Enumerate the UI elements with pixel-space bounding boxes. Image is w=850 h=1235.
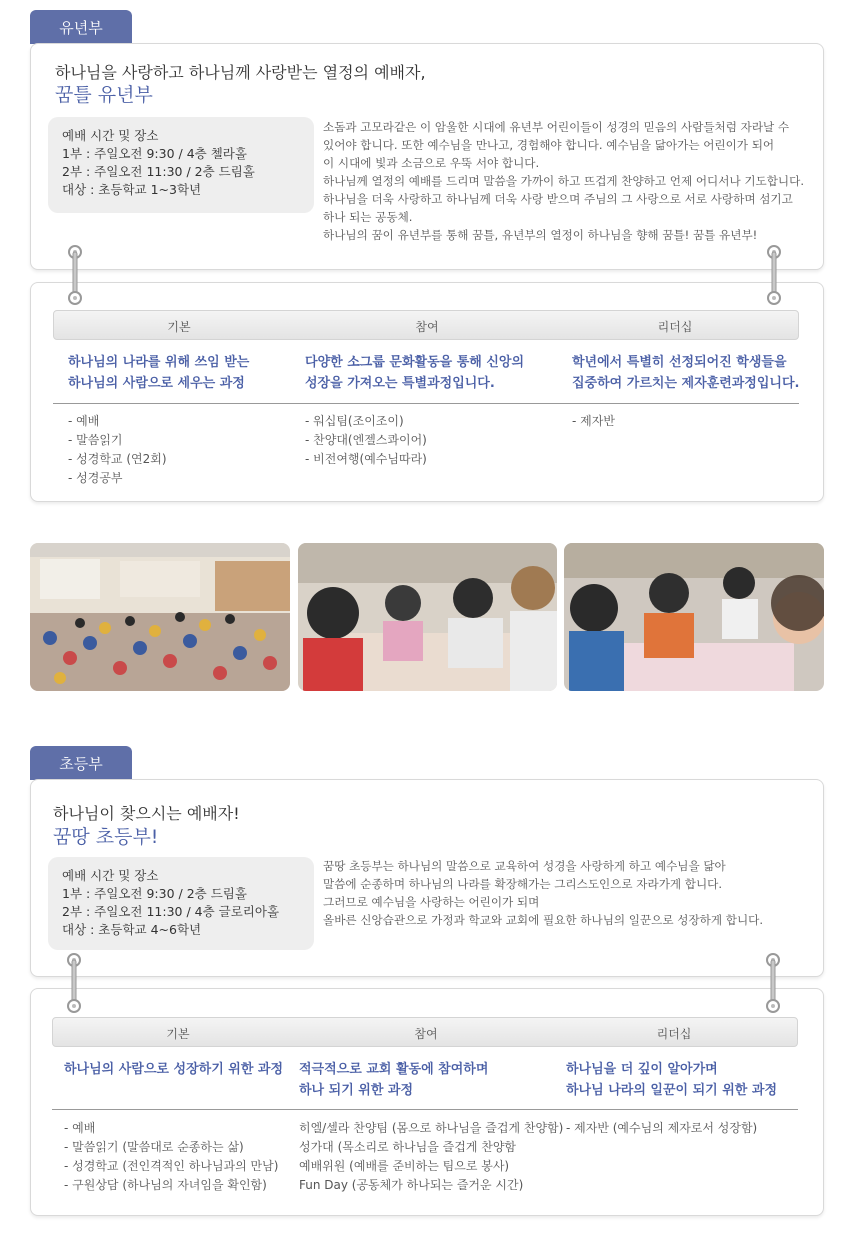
title-line: 하나 되기 위한 과정 bbox=[299, 1083, 414, 1098]
photo-kids-cooking bbox=[298, 543, 557, 691]
photo-worship-hall bbox=[30, 543, 290, 691]
column-title-basic bbox=[64, 1059, 283, 1080]
desc-line: 하나님을 더욱 사랑하고 하나님께 더욱 사랑 받으며 주님의 그 사랑으로 서로 사랑하며 섬기고 bbox=[323, 192, 793, 206]
elementary-description bbox=[323, 857, 763, 929]
list-item: - 찬양대(엔젤스콰이어) bbox=[305, 433, 427, 447]
list-item: - 구원상담 (하나님의 자녀임을 확인함) bbox=[64, 1178, 267, 1192]
youth-description bbox=[323, 118, 804, 244]
title-line: 하나님 나라의 일꾼이 되기 위한 과정 bbox=[566, 1083, 777, 1098]
title-line: 학년에서 특별히 선정되어진 학생들을 bbox=[572, 355, 787, 370]
divider bbox=[52, 1109, 798, 1110]
binder-ring-icon bbox=[67, 244, 83, 292]
info-line: 1부 : 주일오전 9:30 / 4층 첼라홀 bbox=[62, 146, 247, 161]
column-title-participation bbox=[305, 352, 524, 394]
youth-slogan: 꿈틀 유년부 bbox=[55, 84, 153, 106]
title-line: 하나님을 더 깊이 알아가며 bbox=[566, 1062, 718, 1077]
column-items-basic bbox=[64, 1119, 278, 1195]
desc-line: 소돔과 고모라같은 이 암울한 시대에 유년부 어린이들이 성경의 믿음의 사람들처럼 자라날 수 bbox=[323, 120, 790, 134]
title-line: 집중하여 가르치는 제자훈련과정입니다. bbox=[572, 376, 800, 391]
column-items-participation bbox=[299, 1119, 563, 1195]
youth-service-info bbox=[48, 117, 314, 213]
list-item: - 비전여행(예수님따라) bbox=[305, 452, 427, 466]
elementary-service-info bbox=[48, 857, 314, 950]
desc-line: 하나님의 꿈이 유년부를 통해 꿈틀, 유년부의 열정이 하나님을 향해 꿈틀! 꿈틀 유년부! bbox=[323, 228, 758, 242]
list-item: - 성경공부 bbox=[68, 471, 123, 485]
info-target: 대상 : 초등학교 1~3학년 bbox=[62, 182, 202, 197]
list-item: - 제자반 bbox=[572, 414, 615, 428]
binder-ring-icon bbox=[766, 244, 782, 292]
column-items-leadership bbox=[566, 1119, 757, 1138]
column-head-leadership: 리더십 bbox=[656, 1027, 692, 1041]
info-line: 2부 : 주일오전 11:30 / 4층 글로리아홀 bbox=[62, 904, 280, 919]
column-title-leadership bbox=[566, 1059, 777, 1101]
list-item: - 성경학교 (전인격적인 하나님과의 만남) bbox=[64, 1159, 279, 1173]
photo-kids-sandwich bbox=[564, 543, 824, 691]
column-head-participation: 참여 bbox=[414, 1027, 438, 1041]
column-title-participation bbox=[299, 1059, 488, 1101]
list-item: 히엘/셀라 찬양팀 (몸으로 하나님을 즐겁게 찬양함) bbox=[299, 1121, 564, 1135]
column-items-basic bbox=[68, 412, 167, 488]
column-head-leadership: 리더십 bbox=[657, 320, 693, 334]
elementary-column-header-bar bbox=[52, 1017, 798, 1047]
elementary-slogan: 꿈땅 초등부! bbox=[53, 826, 159, 848]
desc-line: 그러므로 예수님을 사랑하는 어린이가 되며 bbox=[323, 895, 540, 909]
list-item: - 예배 bbox=[64, 1121, 96, 1135]
list-item: 예배위원 (예배를 준비하는 팀으로 봉사) bbox=[299, 1159, 510, 1173]
title-line: 성장을 가져오는 특별과정입니다. bbox=[305, 376, 495, 391]
desc-line: 하나 되는 공동체. bbox=[323, 210, 413, 224]
title-line: 하나님의 사람으로 성장하기 위한 과정 bbox=[64, 1062, 284, 1077]
column-head-participation: 참여 bbox=[415, 320, 439, 334]
list-item: - 예배 bbox=[68, 414, 100, 428]
elementary-headline: 하나님이 찾으시는 예배자! bbox=[53, 804, 240, 823]
list-item: - 말씀읽기 bbox=[68, 433, 123, 447]
desc-line: 있어야 합니다. 또한 예수님을 만나고, 경험해야 합니다. 예수님을 닮아가는 어린이가 되어 bbox=[323, 138, 775, 152]
column-title-basic bbox=[68, 352, 249, 394]
title-line: 하나님의 나라를 위해 쓰임 받는 bbox=[68, 355, 250, 370]
binder-ring-icon bbox=[765, 952, 781, 1000]
info-title: 예배 시간 및 장소 bbox=[62, 128, 159, 143]
desc-line: 하나님께 열정의 예배를 드리며 말씀을 가까이 하고 뜨겁게 찬양하고 언제 어디서나 기도합니다. bbox=[323, 174, 805, 188]
list-item: - 워십팀(조이조이) bbox=[305, 414, 404, 428]
title-line: 다양한 소그룹 문화활동을 통해 신앙의 bbox=[305, 355, 525, 370]
list-item: - 말씀읽기 (말씀대로 순종하는 삶) bbox=[64, 1140, 244, 1154]
youth-tab: 유년부 bbox=[30, 10, 132, 44]
info-target: 대상 : 초등학교 4~6학년 bbox=[62, 922, 202, 937]
desc-line: 올바른 신앙습관으로 가정과 학교와 교회에 필요한 하나님의 일꾼으로 성장하게 합니다. bbox=[323, 913, 764, 927]
desc-line: 꿈땅 초등부는 하나님의 말씀으로 교육하여 성경을 사랑하게 하고 예수님을 닮아 bbox=[323, 859, 726, 873]
youth-headline: 하나님을 사랑하고 하나님께 사랑받는 열정의 예배자, bbox=[55, 63, 426, 82]
youth-column-header-bar bbox=[53, 310, 799, 340]
title-line: 적극적으로 교회 활동에 참여하며 bbox=[299, 1062, 489, 1077]
info-title: 예배 시간 및 장소 bbox=[62, 868, 159, 883]
list-item: - 제자반 (예수님의 제자로서 성장함) bbox=[566, 1121, 758, 1135]
column-items-leadership bbox=[572, 412, 615, 431]
list-item: 성가대 (목소리로 하나님을 즐겁게 찬양함 bbox=[299, 1140, 517, 1154]
info-line: 1부 : 주일오전 9:30 / 2층 드림홀 bbox=[62, 886, 247, 901]
desc-line: 말씀에 순종하며 하나님의 나라를 확장해가는 그리스도인으로 자라가게 합니다. bbox=[323, 877, 723, 891]
divider bbox=[53, 403, 799, 404]
elementary-tab: 초등부 bbox=[30, 746, 132, 780]
desc-line: 이 시대에 빛과 소금으로 우뚝 서야 합니다. bbox=[323, 156, 540, 170]
binder-ring-icon bbox=[66, 952, 82, 1000]
title-line: 하나님의 사람으로 세우는 과정 bbox=[68, 376, 245, 391]
info-line: 2부 : 주일오전 11:30 / 2층 드림홀 bbox=[62, 164, 255, 179]
list-item: Fun Day (공동체가 하나되는 즐거운 시간) bbox=[299, 1178, 524, 1192]
column-head-basic: 기본 bbox=[167, 320, 191, 334]
column-items-participation bbox=[305, 412, 427, 469]
column-title-leadership bbox=[572, 352, 799, 394]
column-head-basic: 기본 bbox=[166, 1027, 190, 1041]
list-item: - 성경학교 (연2회) bbox=[68, 452, 167, 466]
